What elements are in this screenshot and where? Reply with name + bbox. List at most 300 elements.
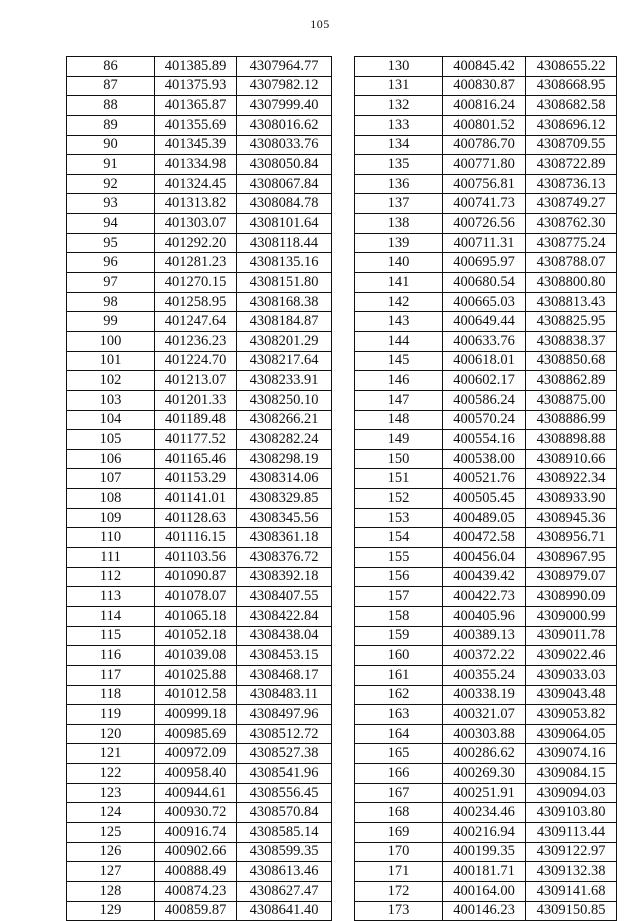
table-row [67, 803, 332, 823]
y-coordinate-cell: 4308556.45 [237, 783, 332, 803]
x-coordinate-cell: 400303.88 [443, 724, 526, 744]
y-coordinate-cell: 4308135.16 [237, 253, 332, 273]
point-number-cell: 173 [355, 901, 443, 921]
table-row [67, 449, 332, 469]
x-coordinate-cell: 401355.69 [155, 115, 237, 135]
table-row [67, 724, 332, 744]
table-row [355, 410, 617, 430]
table-row [355, 567, 617, 587]
table-row [355, 685, 617, 705]
y-coordinate-cell: 4308933.90 [526, 489, 617, 509]
point-number-cell: 162 [355, 685, 443, 705]
x-coordinate-cell: 400216.94 [443, 822, 526, 842]
table-row [67, 626, 332, 646]
table-row [355, 135, 617, 155]
point-number-cell: 102 [67, 371, 155, 391]
point-number-cell: 171 [355, 862, 443, 882]
table-row [355, 489, 617, 509]
table-row [355, 57, 617, 77]
table-row [355, 764, 617, 784]
table-row [67, 783, 332, 803]
x-coordinate-cell: 400649.44 [443, 312, 526, 332]
y-coordinate-cell: 4309141.68 [526, 881, 617, 901]
table-row [355, 606, 617, 626]
table-row [355, 292, 617, 312]
x-coordinate-cell: 400439.42 [443, 567, 526, 587]
x-coordinate-cell: 400602.17 [443, 371, 526, 391]
table-row [67, 174, 332, 194]
x-coordinate-cell: 400801.52 [443, 115, 526, 135]
x-coordinate-cell: 401103.56 [155, 548, 237, 568]
x-coordinate-cell: 400355.24 [443, 665, 526, 685]
y-coordinate-cell: 4308956.71 [526, 528, 617, 548]
table-row [67, 469, 332, 489]
table-row [355, 96, 617, 116]
table-row [67, 862, 332, 882]
coordinates-table-left [66, 56, 332, 921]
table-row [355, 253, 617, 273]
table-row [355, 548, 617, 568]
y-coordinate-cell: 4308050.84 [237, 155, 332, 175]
x-coordinate-cell: 400816.24 [443, 96, 526, 116]
y-coordinate-cell: 4308422.84 [237, 606, 332, 626]
x-coordinate-cell: 401334.98 [155, 155, 237, 175]
table-row [355, 174, 617, 194]
table-row [355, 705, 617, 725]
point-number-cell: 127 [67, 862, 155, 882]
point-number-cell: 130 [355, 57, 443, 77]
x-coordinate-cell: 400902.66 [155, 842, 237, 862]
y-coordinate-cell: 4308910.66 [526, 449, 617, 469]
y-coordinate-cell: 4308682.58 [526, 96, 617, 116]
point-number-cell: 150 [355, 449, 443, 469]
y-coordinate-cell: 4309064.05 [526, 724, 617, 744]
x-coordinate-cell: 401224.70 [155, 351, 237, 371]
x-coordinate-cell: 400930.72 [155, 803, 237, 823]
x-coordinate-cell: 401313.82 [155, 194, 237, 214]
x-coordinate-cell: 400505.45 [443, 489, 526, 509]
x-coordinate-cell: 400771.80 [443, 155, 526, 175]
point-number-cell: 148 [355, 410, 443, 430]
y-coordinate-cell: 4308838.37 [526, 331, 617, 351]
table-row [355, 822, 617, 842]
point-number-cell: 172 [355, 881, 443, 901]
table-row [355, 371, 617, 391]
x-coordinate-cell: 401177.52 [155, 430, 237, 450]
y-coordinate-cell: 4308641.40 [237, 901, 332, 921]
x-coordinate-cell: 401153.29 [155, 469, 237, 489]
table-row [355, 469, 617, 489]
x-coordinate-cell: 401270.15 [155, 273, 237, 293]
y-coordinate-cell: 4308850.68 [526, 351, 617, 371]
table-row [67, 273, 332, 293]
x-coordinate-cell: 400234.46 [443, 803, 526, 823]
table-row [67, 685, 332, 705]
point-number-cell: 124 [67, 803, 155, 823]
point-number-cell: 126 [67, 842, 155, 862]
table-row [355, 783, 617, 803]
y-coordinate-cell: 4307999.40 [237, 96, 332, 116]
y-coordinate-cell: 4308033.76 [237, 135, 332, 155]
y-coordinate-cell: 4309022.46 [526, 646, 617, 666]
table-row [355, 390, 617, 410]
x-coordinate-cell: 401189.48 [155, 410, 237, 430]
y-coordinate-cell: 4308376.72 [237, 548, 332, 568]
y-coordinate-cell: 4308184.87 [237, 312, 332, 332]
table-row [355, 803, 617, 823]
y-coordinate-cell: 4308016.62 [237, 115, 332, 135]
table-row [355, 233, 617, 253]
x-coordinate-cell: 400874.23 [155, 881, 237, 901]
point-number-cell: 90 [67, 135, 155, 155]
y-coordinate-cell: 4308527.38 [237, 744, 332, 764]
point-number-cell: 140 [355, 253, 443, 273]
point-number-cell: 133 [355, 115, 443, 135]
table-row [67, 528, 332, 548]
y-coordinate-cell: 4308407.55 [237, 587, 332, 607]
point-number-cell: 112 [67, 567, 155, 587]
x-coordinate-cell: 401303.07 [155, 214, 237, 234]
point-number-cell: 105 [67, 430, 155, 450]
y-coordinate-cell: 4308233.91 [237, 371, 332, 391]
y-coordinate-cell: 4309000.99 [526, 606, 617, 626]
x-coordinate-cell: 401128.63 [155, 508, 237, 528]
x-coordinate-cell: 401065.18 [155, 606, 237, 626]
x-coordinate-cell: 400146.23 [443, 901, 526, 921]
y-coordinate-cell: 4309074.16 [526, 744, 617, 764]
y-coordinate-cell: 4308788.07 [526, 253, 617, 273]
point-number-cell: 125 [67, 822, 155, 842]
table-row [355, 881, 617, 901]
point-number-cell: 120 [67, 724, 155, 744]
x-coordinate-cell: 400251.91 [443, 783, 526, 803]
x-coordinate-cell: 400756.81 [443, 174, 526, 194]
point-number-cell: 147 [355, 390, 443, 410]
table-row [67, 430, 332, 450]
point-number-cell: 152 [355, 489, 443, 509]
x-coordinate-cell: 401365.87 [155, 96, 237, 116]
y-coordinate-cell: 4308696.12 [526, 115, 617, 135]
y-coordinate-cell: 4309113.44 [526, 822, 617, 842]
table-row [67, 253, 332, 273]
y-coordinate-cell: 4308775.24 [526, 233, 617, 253]
point-number-cell: 161 [355, 665, 443, 685]
point-number-cell: 123 [67, 783, 155, 803]
x-coordinate-cell: 401012.58 [155, 685, 237, 705]
y-coordinate-cell: 4309094.03 [526, 783, 617, 803]
y-coordinate-cell: 4308825.95 [526, 312, 617, 332]
x-coordinate-cell: 400618.01 [443, 351, 526, 371]
point-number-cell: 91 [67, 155, 155, 175]
x-coordinate-cell: 401213.07 [155, 371, 237, 391]
y-coordinate-cell: 4308266.21 [237, 410, 332, 430]
x-coordinate-cell: 400338.19 [443, 685, 526, 705]
x-coordinate-cell: 401324.45 [155, 174, 237, 194]
point-number-cell: 108 [67, 489, 155, 509]
point-number-cell: 110 [67, 528, 155, 548]
x-coordinate-cell: 400570.24 [443, 410, 526, 430]
y-coordinate-cell: 4308468.17 [237, 665, 332, 685]
table-row [67, 233, 332, 253]
point-number-cell: 151 [355, 469, 443, 489]
x-coordinate-cell: 400422.73 [443, 587, 526, 607]
point-number-cell: 131 [355, 76, 443, 96]
point-number-cell: 86 [67, 57, 155, 77]
y-coordinate-cell: 4309103.80 [526, 803, 617, 823]
y-coordinate-cell: 4308886.99 [526, 410, 617, 430]
y-coordinate-cell: 4308627.47 [237, 881, 332, 901]
y-coordinate-cell: 4308438.04 [237, 626, 332, 646]
point-number-cell: 88 [67, 96, 155, 116]
y-coordinate-cell: 4308813.43 [526, 292, 617, 312]
point-number-cell: 139 [355, 233, 443, 253]
point-number-cell: 89 [67, 115, 155, 135]
point-number-cell: 103 [67, 390, 155, 410]
x-coordinate-cell: 400916.74 [155, 822, 237, 842]
x-coordinate-cell: 401247.64 [155, 312, 237, 332]
y-coordinate-cell: 4308800.80 [526, 273, 617, 293]
x-coordinate-cell: 400286.62 [443, 744, 526, 764]
point-number-cell: 99 [67, 312, 155, 332]
table-row [67, 155, 332, 175]
y-coordinate-cell: 4308512.72 [237, 724, 332, 744]
y-coordinate-cell: 4308250.10 [237, 390, 332, 410]
point-number-cell: 166 [355, 764, 443, 784]
table-row [355, 646, 617, 666]
x-coordinate-cell: 400372.22 [443, 646, 526, 666]
point-number-cell: 141 [355, 273, 443, 293]
y-coordinate-cell: 4308329.85 [237, 489, 332, 509]
table-row [67, 410, 332, 430]
y-coordinate-cell: 4308217.64 [237, 351, 332, 371]
y-coordinate-cell: 4308668.95 [526, 76, 617, 96]
y-coordinate-cell: 4308483.11 [237, 685, 332, 705]
y-coordinate-cell: 4308613.46 [237, 862, 332, 882]
x-coordinate-cell: 401375.93 [155, 76, 237, 96]
point-number-cell: 122 [67, 764, 155, 784]
y-coordinate-cell: 4309043.48 [526, 685, 617, 705]
x-coordinate-cell: 400269.30 [443, 764, 526, 784]
point-number-cell: 107 [67, 469, 155, 489]
y-coordinate-cell: 4308722.89 [526, 155, 617, 175]
y-coordinate-cell: 4309053.82 [526, 705, 617, 725]
table-row [67, 214, 332, 234]
table-row [67, 548, 332, 568]
point-number-cell: 142 [355, 292, 443, 312]
y-coordinate-cell: 4308762.30 [526, 214, 617, 234]
point-number-cell: 121 [67, 744, 155, 764]
point-number-cell: 134 [355, 135, 443, 155]
table-row [355, 331, 617, 351]
x-coordinate-cell: 400972.09 [155, 744, 237, 764]
x-coordinate-cell: 400472.58 [443, 528, 526, 548]
table-row [67, 567, 332, 587]
x-coordinate-cell: 400633.76 [443, 331, 526, 351]
point-number-cell: 96 [67, 253, 155, 273]
y-coordinate-cell: 4308282.24 [237, 430, 332, 450]
coordinates-table-right-body [355, 57, 617, 921]
point-number-cell: 116 [67, 646, 155, 666]
y-coordinate-cell: 4308298.19 [237, 449, 332, 469]
y-coordinate-cell: 4308585.14 [237, 822, 332, 842]
table-row [355, 115, 617, 135]
x-coordinate-cell: 401258.95 [155, 292, 237, 312]
x-coordinate-cell: 400521.76 [443, 469, 526, 489]
y-coordinate-cell: 4308655.22 [526, 57, 617, 77]
point-number-cell: 104 [67, 410, 155, 430]
point-number-cell: 146 [355, 371, 443, 391]
x-coordinate-cell: 401078.07 [155, 587, 237, 607]
x-coordinate-cell: 400786.70 [443, 135, 526, 155]
table-row [67, 194, 332, 214]
x-coordinate-cell: 400726.56 [443, 214, 526, 234]
y-coordinate-cell: 4308599.35 [237, 842, 332, 862]
y-coordinate-cell: 4308084.78 [237, 194, 332, 214]
point-number-cell: 138 [355, 214, 443, 234]
x-coordinate-cell: 400958.40 [155, 764, 237, 784]
point-number-cell: 132 [355, 96, 443, 116]
y-coordinate-cell: 4308898.88 [526, 430, 617, 450]
table-row [67, 371, 332, 391]
x-coordinate-cell: 401236.23 [155, 331, 237, 351]
x-coordinate-cell: 400538.00 [443, 449, 526, 469]
table-row [67, 705, 332, 725]
table-row [355, 862, 617, 882]
y-coordinate-cell: 4308361.18 [237, 528, 332, 548]
x-coordinate-cell: 401141.01 [155, 489, 237, 509]
x-coordinate-cell: 401385.89 [155, 57, 237, 77]
x-coordinate-cell: 400586.24 [443, 390, 526, 410]
x-coordinate-cell: 400999.18 [155, 705, 237, 725]
point-number-cell: 109 [67, 508, 155, 528]
point-number-cell: 129 [67, 901, 155, 921]
y-coordinate-cell: 4308736.13 [526, 174, 617, 194]
point-number-cell: 97 [67, 273, 155, 293]
point-number-cell: 168 [355, 803, 443, 823]
table-row [67, 508, 332, 528]
x-coordinate-cell: 400944.61 [155, 783, 237, 803]
table-row [67, 646, 332, 666]
table-row [67, 96, 332, 116]
table-row [67, 764, 332, 784]
x-coordinate-cell: 400741.73 [443, 194, 526, 214]
point-number-cell: 101 [67, 351, 155, 371]
table-row [355, 626, 617, 646]
x-coordinate-cell: 400389.13 [443, 626, 526, 646]
point-number-cell: 111 [67, 548, 155, 568]
x-coordinate-cell: 401052.18 [155, 626, 237, 646]
y-coordinate-cell: 4308118.44 [237, 233, 332, 253]
point-number-cell: 149 [355, 430, 443, 450]
y-coordinate-cell: 4308168.38 [237, 292, 332, 312]
point-number-cell: 170 [355, 842, 443, 862]
point-number-cell: 137 [355, 194, 443, 214]
point-number-cell: 160 [355, 646, 443, 666]
point-number-cell: 156 [355, 567, 443, 587]
point-number-cell: 98 [67, 292, 155, 312]
point-number-cell: 135 [355, 155, 443, 175]
point-number-cell: 119 [67, 705, 155, 725]
x-coordinate-cell: 400181.71 [443, 862, 526, 882]
point-number-cell: 153 [355, 508, 443, 528]
x-coordinate-cell: 401165.46 [155, 449, 237, 469]
table-row [67, 390, 332, 410]
table-row [67, 76, 332, 96]
y-coordinate-cell: 4308749.27 [526, 194, 617, 214]
table-row [355, 449, 617, 469]
x-coordinate-cell: 400456.04 [443, 548, 526, 568]
table-row [67, 135, 332, 155]
table-row [355, 587, 617, 607]
y-coordinate-cell: 4308945.36 [526, 508, 617, 528]
point-number-cell: 164 [355, 724, 443, 744]
point-number-cell: 114 [67, 606, 155, 626]
y-coordinate-cell: 4308541.96 [237, 764, 332, 784]
x-coordinate-cell: 400888.49 [155, 862, 237, 882]
table-row [355, 744, 617, 764]
y-coordinate-cell: 4308862.89 [526, 371, 617, 391]
point-number-cell: 159 [355, 626, 443, 646]
y-coordinate-cell: 4309084.15 [526, 764, 617, 784]
point-number-cell: 165 [355, 744, 443, 764]
y-coordinate-cell: 4308979.07 [526, 567, 617, 587]
table-row [355, 665, 617, 685]
y-coordinate-cell: 4308101.64 [237, 214, 332, 234]
table-row [355, 155, 617, 175]
point-number-cell: 93 [67, 194, 155, 214]
point-number-cell: 167 [355, 783, 443, 803]
point-number-cell: 144 [355, 331, 443, 351]
table-row [355, 194, 617, 214]
point-number-cell: 163 [355, 705, 443, 725]
point-number-cell: 95 [67, 233, 155, 253]
point-number-cell: 115 [67, 626, 155, 646]
x-coordinate-cell: 400665.03 [443, 292, 526, 312]
y-coordinate-cell: 4308497.96 [237, 705, 332, 725]
table-row [355, 351, 617, 371]
table-row [67, 842, 332, 862]
point-number-cell: 154 [355, 528, 443, 548]
y-coordinate-cell: 4308990.09 [526, 587, 617, 607]
x-coordinate-cell: 400859.87 [155, 901, 237, 921]
point-number-cell: 94 [67, 214, 155, 234]
x-coordinate-cell: 400695.97 [443, 253, 526, 273]
table-row [67, 881, 332, 901]
table-row [355, 724, 617, 744]
page-number: 105 [310, 17, 330, 31]
y-coordinate-cell: 4308314.06 [237, 469, 332, 489]
y-coordinate-cell: 4308392.18 [237, 567, 332, 587]
y-coordinate-cell: 4308201.29 [237, 331, 332, 351]
y-coordinate-cell: 4308967.95 [526, 548, 617, 568]
table-row [67, 489, 332, 509]
point-number-cell: 117 [67, 665, 155, 685]
y-coordinate-cell: 4308922.34 [526, 469, 617, 489]
point-number-cell: 113 [67, 587, 155, 607]
point-number-cell: 145 [355, 351, 443, 371]
table-row [355, 312, 617, 332]
x-coordinate-cell: 401090.87 [155, 567, 237, 587]
table-row [355, 76, 617, 96]
y-coordinate-cell: 4308151.80 [237, 273, 332, 293]
point-number-cell: 157 [355, 587, 443, 607]
coordinates-table-right [354, 56, 617, 921]
x-coordinate-cell: 400830.87 [443, 76, 526, 96]
y-coordinate-cell: 4308067.84 [237, 174, 332, 194]
table-row [355, 508, 617, 528]
table-row [67, 115, 332, 135]
point-number-cell: 158 [355, 606, 443, 626]
